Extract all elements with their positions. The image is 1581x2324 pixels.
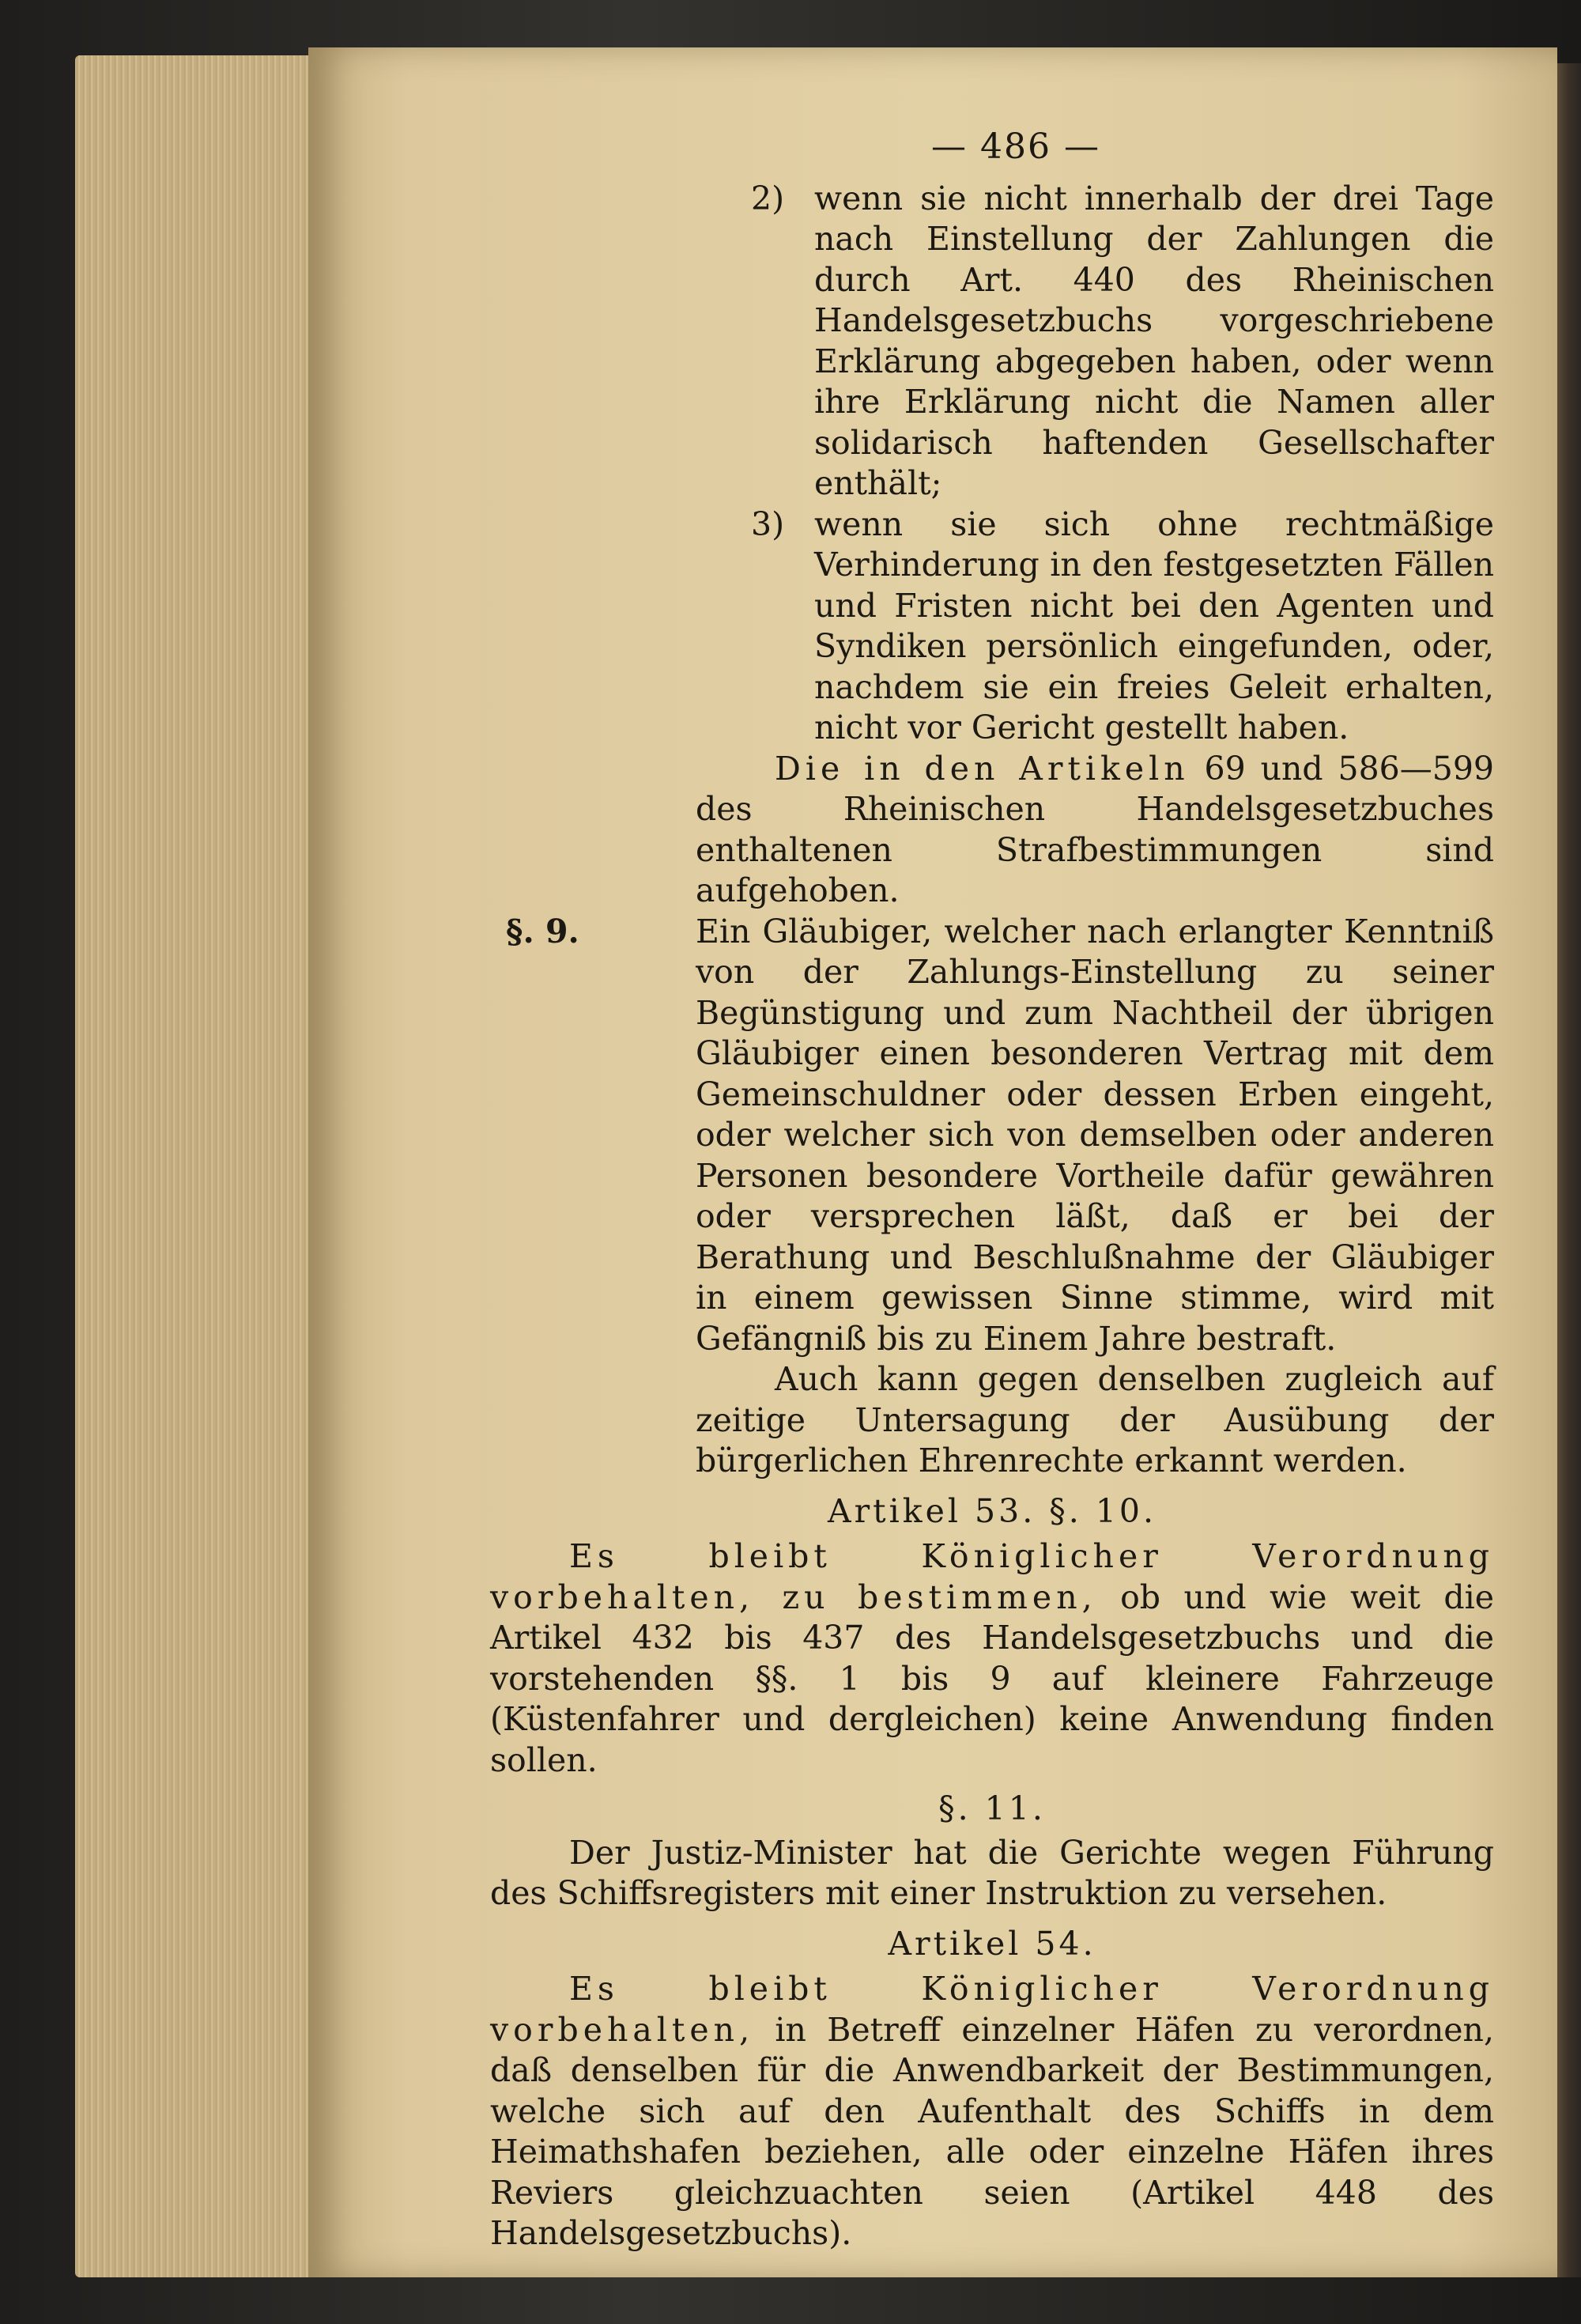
article-54-paragraph (490, 1969, 1494, 2254)
article-54-text: in Betreff einzelner Häfen zu verordnen, daß denselben für die Anwendbarkeit der Bestimmungen, welche sich auf den Aufenthalt des Schiffs in dem Heimathshafen beziehen, alle oder einzelne Häfen ihres Reviers gleichzuachten seien (Artikel 448 des Handelsgesetzbuchs). (490, 2010, 1494, 2252)
section-text: Ein Gläubiger, welcher nach erlangter Kenntniß von der Zahlungs-Einstellung zu seiner Begünstigung und zum Nachtheil der übrigen Gläubiger einen besonderen Vertrag mit dem Gemeinschuldner oder dessen Erben eingeht, oder welcher sich von demselben oder anderen Personen besondere Vortheile dafür gewähren oder versprechen läßt, daß er bei der Berathung und Beschlußnahme der Gläubiger in einem gewissen Sinne stimme, wird mit Gefängniß bis zu Einem Jahre bestraft. (696, 912, 1494, 1358)
article-54-heading: Artikel 54. (888, 1924, 1096, 1963)
section-mark: §. 9. (506, 912, 579, 950)
article-53-lead: Es bleibt Königlicher Verordnung vorbehalten, zu bestimmen, (490, 1537, 1494, 1616)
list-item-number: 3) (751, 504, 785, 543)
page-stack-edge (75, 55, 336, 2277)
article-53-text: ob und wie weit die Artikel 432 bis 437 des Handelsgesetzbuchs und die vorstehenden §§. 1 bis 9 auf kleinere Fahrzeuge (Küstenfahrer und dergleichen) keine Anwendung finden sollen. (490, 1578, 1494, 1779)
repeal-lead: Die in den Artikeln (775, 749, 1190, 788)
list-item-2 (490, 179, 1494, 504)
list-item-3 (490, 504, 1494, 749)
section-11-heading: §. 11. (938, 1789, 1046, 1827)
list-item-number: 2) (751, 179, 785, 217)
list-item-text: wenn sie sich ohne rechtmäßige Verhinderung in den festgesetzten Fällen und Fristen nicht bei den Agenten und Syndiken persönlich eingefunden, oder, nachdem sie ein freies Geleit erhalten, nicht vor Gericht gestellt haben. (814, 504, 1494, 746)
section-11-paragraph: Der Justiz-Minister hat die Gerichte wegen Führung des Schiffsregisters mit einer Instruktion zu versehen. (490, 1833, 1494, 1912)
repeal-paragraph (490, 749, 1494, 912)
list-item-text: wenn sie nicht innerhalb der drei Tage nach Einstellung der Zahlungen die durch Art. 440 des Rheinischen Handelsgesetzbuchs vorgeschriebene Erklärung abgegeben haben, oder wenn ihre Erklärung nicht die Namen aller solidarisch haftenden Gesellschafter enthält; (814, 179, 1494, 502)
repeal-text: 69 und 586—599 des Rheinischen Handelsgesetzbuches enthaltenen Strafbestimmungen sind aufgehoben. (696, 749, 1494, 909)
page-number: — 486 — (931, 127, 1100, 167)
article-53-paragraph (490, 1536, 1494, 1781)
article-54-lead: Es bleibt Königlicher Verordnung vorbehalten, (490, 1970, 1494, 2049)
section-9 (490, 912, 1494, 1360)
page-content (490, 127, 1494, 2254)
article-53-heading: Artikel 53. §. 10. (827, 1491, 1157, 1530)
section-9-paragraph-2: Auch kann gegen denselben zugleich auf zeitige Untersagung der Ausübung der bürgerlichen Ehrenrechte erkannt werden. (696, 1360, 1494, 1479)
